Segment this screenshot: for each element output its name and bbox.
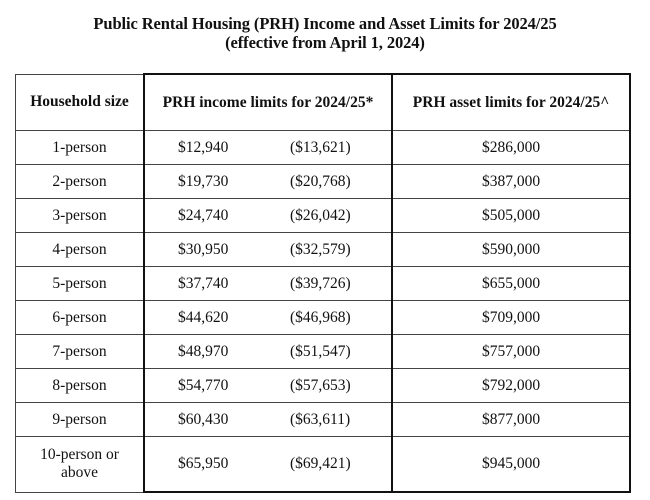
income-limit-alt-cell: ($13,621) bbox=[268, 131, 392, 165]
table-row bbox=[16, 437, 631, 493]
household-size-cell: 1-person bbox=[16, 131, 145, 165]
table-row bbox=[16, 131, 631, 165]
income-limit-cell: $54,770 bbox=[144, 369, 268, 403]
table-row bbox=[16, 233, 631, 267]
asset-limit-cell: $709,000 bbox=[392, 301, 630, 335]
asset-limit-cell: $792,000 bbox=[392, 369, 630, 403]
asset-limit-cell: $655,000 bbox=[392, 267, 630, 301]
income-limit-alt-cell: ($57,653) bbox=[268, 369, 392, 403]
income-limit-alt-cell: ($32,579) bbox=[268, 233, 392, 267]
household-size-cell: 7-person bbox=[16, 335, 145, 369]
header-household-size: Household size bbox=[16, 74, 145, 131]
asset-limit-cell: $387,000 bbox=[392, 165, 630, 199]
table-row bbox=[16, 199, 631, 233]
table-row bbox=[16, 369, 631, 403]
asset-limit-cell: $590,000 bbox=[392, 233, 630, 267]
household-size-cell: 4-person bbox=[16, 233, 145, 267]
income-asset-table-container bbox=[15, 73, 631, 493]
income-asset-limits-table bbox=[15, 73, 631, 493]
table-row bbox=[16, 335, 631, 369]
asset-limit-cell: $286,000 bbox=[392, 131, 630, 165]
household-size-line-1: 10-person or bbox=[40, 446, 119, 464]
income-limit-cell: $12,940 bbox=[144, 131, 268, 165]
title-line-1: Public Rental Housing (PRH) Income and Asset Limits for 2024/25 bbox=[93, 14, 557, 33]
table-row bbox=[16, 301, 631, 335]
asset-limit-cell: $945,000 bbox=[392, 437, 630, 493]
table-row bbox=[16, 267, 631, 301]
income-limit-alt-cell: ($46,968) bbox=[268, 301, 392, 335]
title-line-2: (effective from April 1, 2024) bbox=[225, 33, 425, 52]
income-limit-alt-cell: ($63,611) bbox=[268, 403, 392, 437]
header-row bbox=[16, 74, 631, 131]
asset-limit-cell: $877,000 bbox=[392, 403, 630, 437]
table-row bbox=[16, 165, 631, 199]
income-limit-cell: $24,740 bbox=[144, 199, 268, 233]
household-size-cell: 5-person bbox=[16, 267, 145, 301]
income-limit-cell: $44,620 bbox=[144, 301, 268, 335]
income-limit-cell: $60,430 bbox=[144, 403, 268, 437]
asset-limit-cell: $505,000 bbox=[392, 199, 630, 233]
household-size-cell: 2-person bbox=[16, 165, 145, 199]
income-limit-cell: $30,950 bbox=[144, 233, 268, 267]
household-size-line-2: above bbox=[60, 464, 98, 482]
household-size-cell bbox=[16, 437, 145, 493]
income-limit-alt-cell: ($51,547) bbox=[268, 335, 392, 369]
household-size-cell: 8-person bbox=[16, 369, 145, 403]
income-limit-cell: $37,740 bbox=[144, 267, 268, 301]
header-income-limits: PRH income limits for 2024/25* bbox=[144, 74, 392, 131]
income-limit-alt-cell: ($20,768) bbox=[268, 165, 392, 199]
income-limit-cell: $19,730 bbox=[144, 165, 268, 199]
income-limit-alt-cell: ($39,726) bbox=[268, 267, 392, 301]
income-limit-cell: $65,950 bbox=[144, 437, 268, 493]
header-asset-limits: PRH asset limits for 2024/25^ bbox=[392, 74, 630, 131]
asset-limit-cell: $757,000 bbox=[392, 335, 630, 369]
income-limit-alt-cell: ($69,421) bbox=[268, 437, 392, 493]
table-row bbox=[16, 403, 631, 437]
document-title bbox=[0, 14, 650, 52]
income-limit-alt-cell: ($26,042) bbox=[268, 199, 392, 233]
household-size-cell: 3-person bbox=[16, 199, 145, 233]
household-size-cell: 9-person bbox=[16, 403, 145, 437]
income-limit-cell: $48,970 bbox=[144, 335, 268, 369]
household-size-cell: 6-person bbox=[16, 301, 145, 335]
